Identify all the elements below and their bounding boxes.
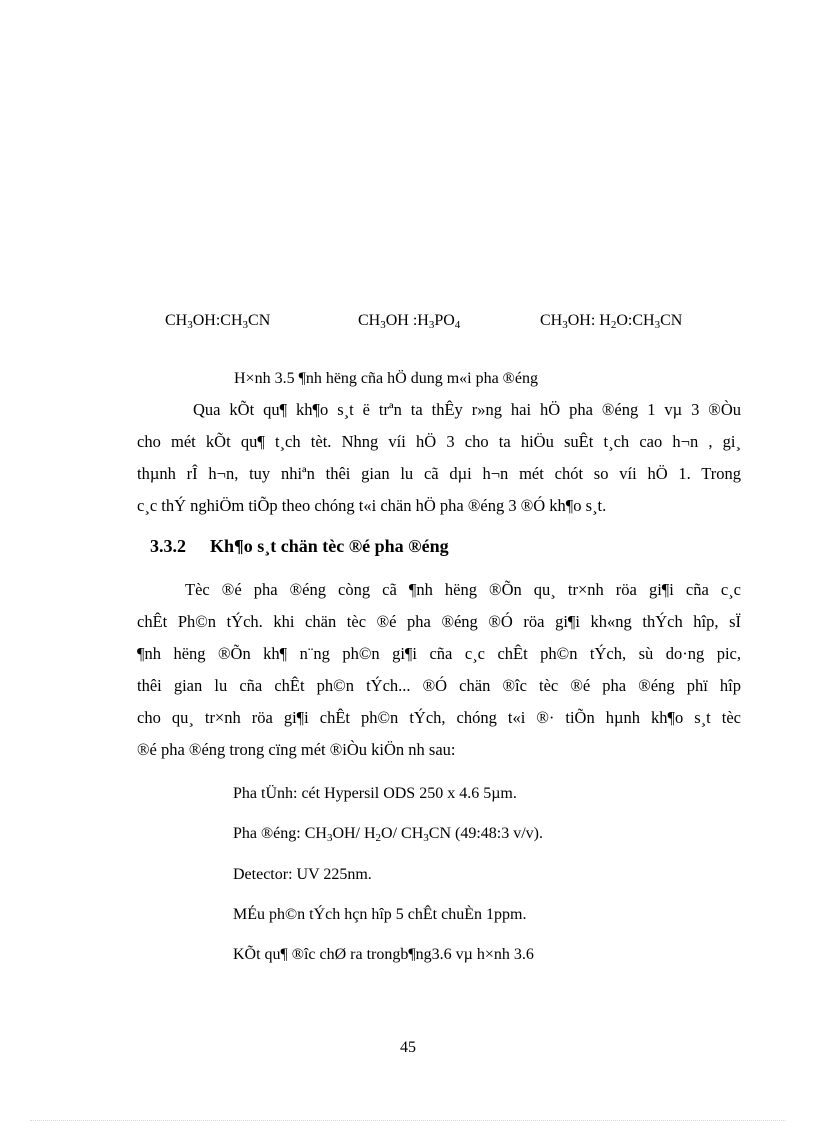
paragraph-flow-rate: [137, 574, 741, 766]
paragraph-line: Qua kÕt qu¶ kh¶o s¸t ë trªn ta thÊy r»ng hai hÖ pha ®éng 1 vµ 3 ®Òu: [193, 400, 741, 419]
paragraph-line: chÊt Ph©n tÝch. khi chän tèc ®é pha ®éng ®Ó röa gi¶i kh«ng thÝch hîp, sÏ: [137, 612, 741, 631]
condition-result: KÕt qu¶ ®îc chØ ra trongb¶ng3.6 vµ h×nh 3.6: [233, 946, 534, 963]
section-number: 3.3.2: [150, 536, 186, 556]
condition-stationary-phase: Pha tÜnh: cét Hypersil ODS 250 x 4.6 5µm.: [233, 785, 517, 802]
paragraph-line: thµnh rÎ h¬n, tuy nhiªn thêi gian lu cã dµi h¬n mét chót so víi hÖ 1. Trong: [137, 464, 741, 483]
condition-sample: MÉu ph©n tÝch hçn hîp 5 chÊt chuÈn 1ppm.: [233, 906, 527, 923]
paragraph-line: cho qu¸ tr×nh röa gi¶i chÊt ph©n tÝch, chóng t«i ®· tiÕn hµnh kh¶o s¸t tèc: [137, 708, 741, 727]
condition-mobile-phase: Pha ®éng: $CH_3OH/$ $H_2O/$ $CH_3CN$ (49:48:3 v/v).: [233, 825, 543, 844]
paragraph-line: Tèc ®é pha ®éng còng cã ¶nh hëng ®Õn qu¸ tr×nh röa gi¶i cña c¸c: [185, 580, 741, 599]
paragraph-line: cho mét kÕt qu¶ t¸ch tèt. Nhng víi hÖ 3 cho ta hiÖu suÊt t¸ch cao h¬n , gi¸: [137, 432, 741, 451]
paragraph-results: [137, 394, 741, 522]
paragraph-line: thêi gian lu cña chÊt ph©n tÝch... ®Ó chän ®îc tèc ®é pha ®éng phï hîp: [137, 676, 741, 695]
footer-divider: [30, 1120, 786, 1121]
section-title: Kh¶o s¸t chän tèc ®é pha ®éng: [210, 536, 449, 556]
formula-system-1: $CH_3OH:CH_3CN$: [165, 312, 271, 331]
condition-detector: Detector: UV 225nm.: [233, 866, 372, 883]
formula-system-2: $CH_3OH$ $:H_3PO_4$: [358, 312, 461, 331]
paragraph-line: ®é pha ®éng trong cïng mét ®iÒu kiÖn nh sau:: [137, 740, 456, 759]
paragraph-line: ¶nh hëng ®Õn kh¶ n¨ng ph©n gi¶i cña c¸c chÊt ph©n tÝch, sù do·ng pic,: [137, 644, 741, 663]
section-heading: [150, 536, 449, 557]
page-number: 45: [400, 1039, 416, 1056]
paragraph-line: c¸c thÝ nghiÖm tiÕp theo chóng t«i chän hÖ pha ®éng 3 ®Ó kh¶o s¸t.: [137, 496, 607, 515]
figure-caption: H×nh 3.5 ¶nh hëng cña hÖ dung m«i pha ®éng: [234, 370, 538, 387]
formula-system-3: $CH_3OH$: $H_2O:CH_3CN$: [540, 312, 683, 331]
